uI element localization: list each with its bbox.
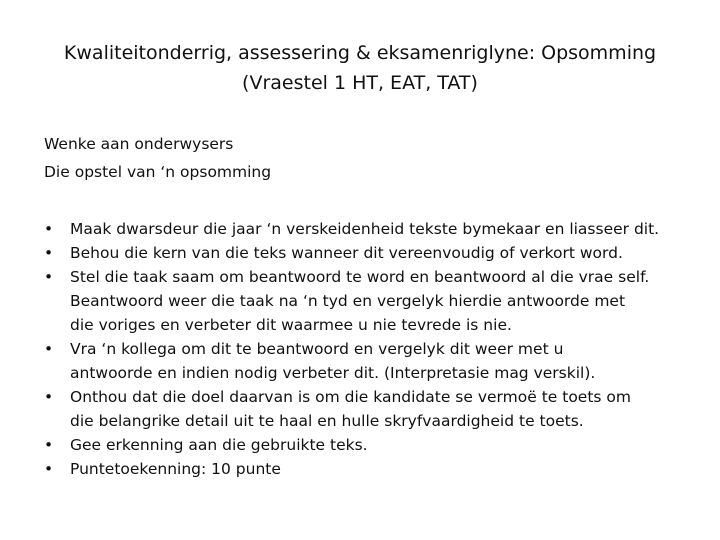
bullet-list bbox=[44, 217, 694, 481]
list-item bbox=[44, 241, 694, 265]
bullet-text-line: Stel die taak saam om beantwoord te word en beantwoord al die vrae self. bbox=[70, 268, 650, 286]
title-line-2: (Vraestel 1 HT, EAT, TAT) bbox=[242, 72, 478, 94]
slide-title bbox=[20, 38, 700, 98]
bullet-text-line: die belangrike detail uit te haal en hulle skryfvaardigheid te toets. bbox=[70, 412, 584, 430]
bullet-text-line: Puntetoekenning: 10 punte bbox=[70, 460, 281, 478]
bullet-dot-icon: • bbox=[44, 436, 54, 454]
list-item bbox=[44, 217, 694, 241]
intro-block bbox=[44, 130, 271, 186]
list-item bbox=[44, 457, 694, 481]
bullet-text-line: Gee erkenning aan die gebruikte teks. bbox=[70, 436, 368, 454]
bullet-dot-icon: • bbox=[44, 244, 54, 262]
bullet-dot-icon: • bbox=[44, 268, 54, 286]
list-item bbox=[44, 433, 694, 457]
list-item bbox=[44, 265, 694, 337]
bullet-dot-icon: • bbox=[44, 340, 54, 358]
bullet-text-line: die voriges en verbeter dit waarmee u nie tevrede is nie. bbox=[70, 316, 512, 334]
bullet-dot-icon: • bbox=[44, 460, 54, 478]
bullet-text-line: Behou die kern van die teks wanneer dit vereenvoudig of verkort word. bbox=[70, 244, 623, 262]
bullet-dot-icon: • bbox=[44, 220, 54, 238]
list-item bbox=[44, 385, 694, 433]
bullet-text-line: Maak dwarsdeur die jaar ‘n verskeidenheid tekste bymekaar en liasseer dit. bbox=[70, 220, 660, 238]
bullet-text-line: antwoorde en indien nodig verbeter dit. (Interpretasie mag verskil). bbox=[70, 364, 596, 382]
bullet-text-line: Onthou dat die doel daarvan is om die kandidate se vermoë te toets om bbox=[70, 388, 631, 406]
bullet-text-line: Beantwoord weer die taak na ‘n tyd en vergelyk hierdie antwoorde met bbox=[70, 292, 626, 310]
bullet-dot-icon: • bbox=[44, 388, 54, 406]
intro-heading: Wenke aan onderwysers bbox=[44, 135, 234, 153]
list-item bbox=[44, 337, 694, 385]
bullet-text-line: Vra ‘n kollega om dit te beantwoord en vergelyk dit weer met u bbox=[70, 340, 564, 358]
title-line-1: Kwaliteitonderrig, assessering & eksamenriglyne: Opsomming bbox=[63, 42, 657, 64]
intro-subheading: Die opstel van ‘n opsomming bbox=[44, 163, 272, 181]
